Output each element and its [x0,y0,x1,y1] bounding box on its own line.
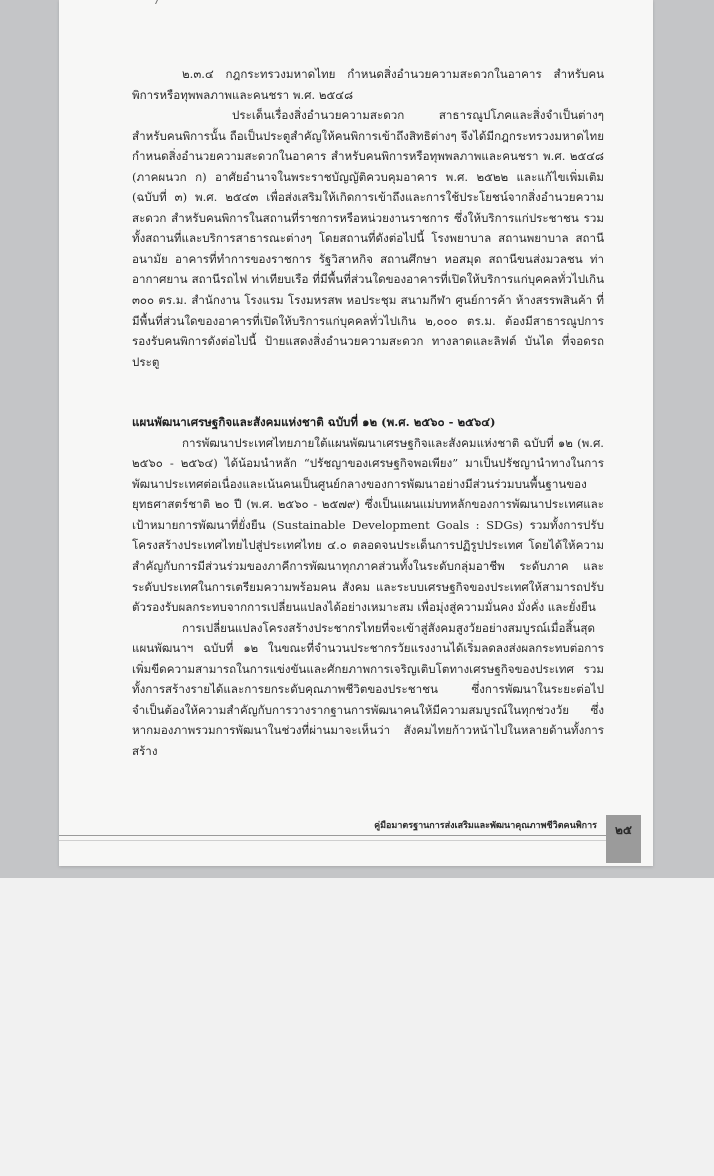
paragraph-development-plan: การพัฒนาประเทศไทยภายใต้แผนพัฒนาเศรษฐกิจและสังคมแห่งชาติ ฉบับที่ ๑๒ (พ.ศ. ๒๕๖๐ - ๒๕๖๔) ได้น้อมนำหลัก “ปรัชญาของเศรษฐกิจพอเพียง” มาเป็นปรัชญานำทางในการพัฒนาประเทศต่อเนื่องและเน้นคนเป็นศูนย์กลางของการพัฒนาอย่างมีส่วนร่วมบนพื้นฐานของยุทธศาสตร์ชาติ ๒๐ ปี (พ.ศ. ๒๕๖๐ - ๒๕๗๙) ซึ่งเป็นแผนแม่บทหลักของการพัฒนาประเทศและเป้าหมายการพัฒนาที่ยั่งยืน (Sustainable Development Goals : SDGs) รวมทั้งการปรับโครงสร้างประเทศไทยไปสู่ประเทศไทย ๔.๐ ตลอดจนประเด็นการปฏิรูปประเทศ โดยได้ให้ความสำคัญกับการมีส่วนร่วมของภาคีการพัฒนาทุกภาคส่วนทั้งในระดับกลุ่มอาชีพ ระดับภาค และระดับประเทศในการเตรียมความพร้อมคน สังคม และระบบเศรษฐกิจของประเทศให้สามารถปรับตัวรองรับผลกระทบจากการเปลี่ยนแปลงได้อย่างเหมาะสม เพื่อมุ่งสู่ความมั่นคง มั่งคั่ง และยั่งยืน [132,435,604,615]
footer-rule-secondary [59,840,609,841]
scan-mark [155,0,164,4]
footer-title: คู่มือมาตรฐานการส่งเสริมและพัฒนาคุณภาพชีวิตคนพิการ [374,821,597,831]
paragraph-2-3-4: ๒.๓.๔ กฎกระทรวงมหาดไทย กำหนดสิ่งอำนวยความสะดวกในอาคาร สำหรับคนพิการหรือทุพพลภาพและคนชรา พ.ศ. ๒๕๔๘ [132,67,604,102]
paragraph-population-change: การเปลี่ยนแปลงโครงสร้างประชากรไทยที่จะเข้าสู่สังคมสูงวัยอย่างสมบูรณ์เมื่อสิ้นสุดแผนพัฒนาฯ ฉบับที่ ๑๒ ในขณะที่จำนวนประชากรวัยแรงงานได้เริ่มลดลงส่งผลกระทบต่อการเพิ่มขีดความสามารถในการแข่งขันและศักยภาพการเจริญเติบโตทางเศรษฐกิจของประเทศ รวมทั้งการสร้างรายได้และการยกระดับคุณภาพชีวิตของประชาชน ซึ่งการพัฒนาในระยะต่อไปจำเป็นต้องให้ความสำคัญกับการวางรากฐานการพัฒนาคนให้มีความสมบูรณ์ในทุกช่วงวัย ซึ่งหากมองภาพรวมการพัฒนาในช่วงที่ผ่านมาจะเห็นว่า สังคมไทยก้าวหน้าไปในหลายด้านทั้งการสร้าง [132,620,604,758]
page-number: ๒๕ [615,823,632,837]
footer-rule [59,835,609,836]
blank-area [0,878,714,1176]
section-heading: แผนพัฒนาเศรษฐกิจและสังคมแห่งชาติ ฉบับที่ ๑๒ (พ.ศ. ๒๕๖๐ - ๒๕๖๔) [132,415,496,430]
paragraph-accessibility: ประเด็นเรื่องสิ่งอำนวยความสะดวก สาธารณูปโภคและสิ่งจำเป็นต่างๆ สำหรับคนพิการนั้น ถือเป็นประตูสำคัญให้คนพิการเข้าถึงสิทธิต่างๆ จึงได้มีกฎกระทรวงมหาดไทย กำหนดสิ่งอำนวยความสะดวกในอาคาร สำหรับคนพิการหรือทุพพลภาพและคนชรา พ.ศ. ๒๕๔๘ (ภาคผนวก ก) อาศัยอำนาจในพระราชบัญญัติควบคุมอาคาร พ.ศ. ๒๕๒๒ และแก้ไขเพิ่มเติม (ฉบับที่ ๓) พ.ศ. ๒๕๔๓ เพื่อส่งเสริมให้เกิดการเข้าถึงและการใช้ประโยชน์จากสิ่งอำนวยความสะดวก สำหรับคนพิการในสถานที่ราชการหรือหน่วยงานราชการ ซึ่งให้บริการแก่ประชาชน รวมทั้งสถานที่และบริการสาธารณะต่างๆ โดยสถานที่ดังต่อไปนี้ โรงพยาบาล สถานพยาบาล สถานีอนามัย อาคารที่ทำการของราชการ รัฐวิสาหกิจ สถานศึกษา หอสมุด สถานีขนส่งมวลชน ท่าอากาศยาน สถานีรถไฟ ท่าเทียบเรือ ที่มีพื้นที่ส่วนใดของอาคารที่เปิดให้บริการแก่บุคคลทั่วไปเกิน ๓๐๐ ตร.ม. สำนักงาน โรงแรม โรงมหรสพ หอประชุม สนามกีฬา ศูนย์การค้า ห้างสรรพสินค้า ที่มีพื้นที่ส่วนใดของอาคารที่เปิดให้บริการแก่บุคคลทั่วไปเกิน ๒,๐๐๐ ตร.ม. ต้องมีสาธารณูปการรองรับคนพิการดังต่อไปนี้ ป้ายแสดงสิ่งอำนวยความสะดวก ทางลาดและลิฟต์ บันได ที่จอดรถ ประตู [132,108,604,369]
body-text [132,64,604,762]
document-page [59,0,653,866]
page-number-tab [606,815,641,863]
